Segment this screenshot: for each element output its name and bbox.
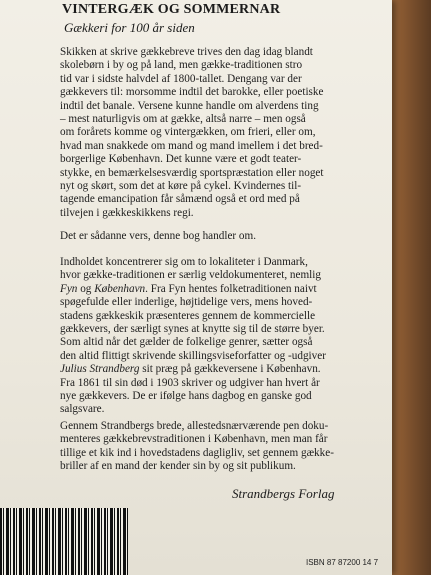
paragraph-3 xyxy=(60,256,386,417)
text-line: Det er sådanne vers, denne bog handler om. xyxy=(60,230,257,242)
text-line xyxy=(60,363,386,376)
paragraph-2 xyxy=(60,230,386,243)
text-line: hvad man snakkede om mand og mand imellem i det bred- xyxy=(60,139,323,152)
text-line: gækkevers, der særligt synes at knytte sig til de større byer. xyxy=(60,323,325,336)
text-line xyxy=(60,283,386,296)
text-line: salgsvare. xyxy=(60,403,105,416)
text-line: indtil det banale. Versene kunne handle om alverdens ting xyxy=(60,99,319,112)
text-line: hvor gække-traditionen er særlig veldokumenteret, nemlig xyxy=(60,269,321,282)
text-line: den altid flittigt skrivende skillingsviseforfatter og -udgiver xyxy=(60,349,326,362)
text-line: spøgefulde eller inderlige, højtidelige vers, mens hoved- xyxy=(60,296,313,309)
text-line: tilvejen i gækkeskikkens regi. xyxy=(60,206,194,219)
book-subtitle: Gækkeri for 100 år siden xyxy=(64,20,195,35)
isbn-number: ISBN 87 87200 14 7 xyxy=(306,558,379,567)
text-line: tillige et kik ind i hovedstadens dagligliv, set gennem gække- xyxy=(60,446,334,459)
text-line: briller af en mand der kender sin by og sit publikum. xyxy=(60,460,296,473)
author-name: Julius Strandberg xyxy=(60,363,140,376)
text-fragment: og xyxy=(77,282,95,295)
text-line: nye gækkevers. De er ifølge hans dagbog en ganske god xyxy=(60,390,312,403)
text-line: borgerlige København. Det kunne være et godt teater- xyxy=(60,153,302,166)
text-line: om forårets komme og vintergækken, om frieri, eller om, xyxy=(60,126,316,139)
text-line: Gennem Strandbergs brede, allestedsnærværende pen doku- xyxy=(60,420,329,432)
publisher-name: Strandbergs Forlag xyxy=(232,486,335,501)
text-line: gækkevers til: morsomme indtil det barokke, eller poetiske xyxy=(60,86,324,99)
text-line: Indholdet koncentrerer sig om to lokaliteter i Danmark, xyxy=(60,256,308,268)
text-line: Skikken at skrive gækkebreve trives den dag idag blandt xyxy=(60,46,313,58)
paragraph-1 xyxy=(60,46,386,220)
paragraph-4 xyxy=(60,420,386,474)
place-name-kobenhavn: København xyxy=(94,282,146,295)
text-line: – mest naturligvis om at gække, altså narre – men også xyxy=(60,113,306,126)
text-line: menteres gækkebrevstraditionen i København, men man får xyxy=(60,433,328,446)
text-fragment: sit præg på gækkeversene i København. xyxy=(139,363,321,376)
text-line: tagende emancipation får såmænd også et ord med på xyxy=(60,193,300,206)
book-title: VINTERGÆK OG SOMMERNAR xyxy=(62,2,281,17)
place-name-fyn: Fyn xyxy=(60,282,78,295)
text-fragment: . Fra Fyn hentes folketraditionen naivt xyxy=(145,282,317,295)
text-line: tid var i sidste halvdel af 1800-tallet. Dengang var der xyxy=(60,72,302,85)
text-line: skolebørn i by og på land, men gække-traditionen stro xyxy=(60,59,303,72)
text-line: stykke, en bemærkelsesværdig sportspræstation eller noget xyxy=(60,166,324,179)
text-line: Som altid når det gælder de folkelige genrer, sætter også xyxy=(60,336,313,349)
text-line: Fra 1861 til sin død i 1903 skriver og udgiver han hvert år xyxy=(60,376,320,389)
barcode xyxy=(0,508,128,575)
text-line: nyt og skørt, som det at køre på cykel. Kvindernes til- xyxy=(60,180,302,193)
text-line: stadens gækkeskik præsenteres gennem de kommercielle xyxy=(60,309,316,322)
